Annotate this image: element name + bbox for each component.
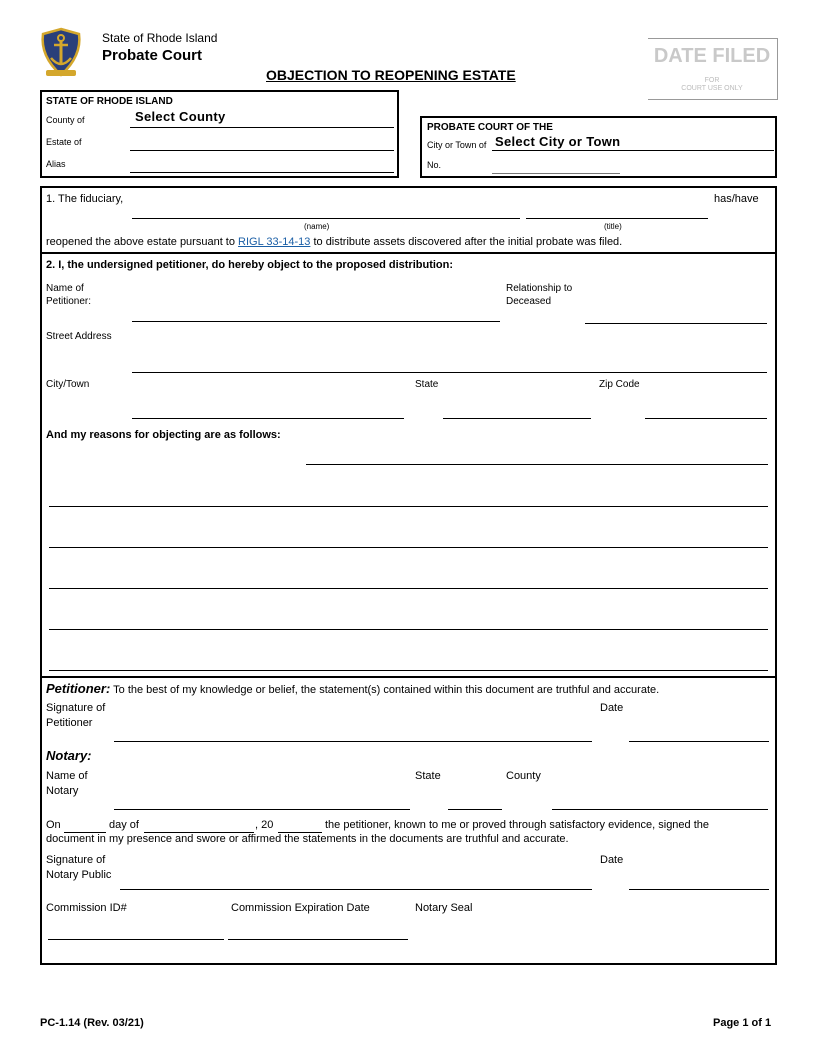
notary-name-label-2: Notary bbox=[46, 785, 79, 797]
relationship-label-1: Relationship to bbox=[506, 283, 573, 294]
probate-court-box bbox=[420, 116, 777, 178]
notary-date-label: Date bbox=[600, 854, 624, 866]
notary-state-label: State bbox=[415, 770, 441, 782]
estate-label: Estate of bbox=[46, 137, 82, 147]
notary-sig-label-1: Signature of bbox=[46, 854, 106, 866]
state-seal-logo bbox=[30, 26, 92, 80]
notary-day-of-label: day of bbox=[109, 819, 139, 831]
objection-heading: 2. I, the undersigned petitioner, do hereby object to the proposed distribution: bbox=[46, 259, 454, 271]
court-use-only-label: COURT USE ONLY bbox=[681, 85, 743, 92]
notary-county-label: County bbox=[506, 770, 541, 782]
court-name: Probate Court bbox=[102, 47, 203, 64]
petitioner-heading: Petitioner: bbox=[46, 681, 111, 696]
relationship-label-2: Deceased bbox=[506, 296, 552, 307]
state-label: State bbox=[415, 379, 439, 390]
notary-month-input[interactable] bbox=[146, 818, 252, 832]
city-label: City or Town of bbox=[427, 140, 487, 150]
notary-name-input[interactable] bbox=[116, 795, 408, 809]
petitioner-sig-label-1: Signature of bbox=[46, 702, 106, 714]
signature-section bbox=[40, 676, 777, 965]
date-filed-label: DATE FILED bbox=[653, 45, 771, 67]
petitioner-name-label-1: Name of bbox=[46, 283, 84, 294]
city-town-label: City/Town bbox=[46, 379, 90, 390]
notary-year-input[interactable] bbox=[280, 818, 320, 832]
county-label: County of bbox=[46, 115, 85, 125]
estate-name-input[interactable] bbox=[132, 136, 394, 150]
fiduciary-title-input[interactable] bbox=[528, 204, 704, 218]
commission-exp-input[interactable] bbox=[230, 925, 406, 939]
notary-signature-input[interactable] bbox=[122, 875, 590, 889]
petitioner-sig-label-2: Petitioner bbox=[46, 717, 93, 729]
state-heading: STATE OF RHODE ISLAND bbox=[46, 96, 173, 107]
notary-date-input[interactable] bbox=[631, 875, 767, 889]
petitioner-name-label-2: Petitioner: bbox=[46, 296, 92, 307]
commission-id-input[interactable] bbox=[50, 925, 222, 939]
notary-seal-label: Notary Seal bbox=[415, 902, 473, 914]
petitioner-date-label: Date bbox=[600, 702, 624, 714]
estate-caption-box bbox=[40, 90, 399, 178]
case-no-label: No. bbox=[427, 160, 442, 170]
state-name: State of Rhode Island bbox=[102, 31, 218, 45]
notary-name-label-1: Name of bbox=[46, 770, 88, 782]
notary-oath-line-1: the petitioner, known to me or proved through satisfactory evidence, signed the bbox=[325, 819, 710, 831]
street-address-input[interactable] bbox=[134, 358, 764, 372]
city-select[interactable]: Select City or Town bbox=[495, 134, 621, 149]
alias-label: Alias bbox=[46, 159, 66, 169]
notary-state-input[interactable] bbox=[450, 795, 500, 809]
commission-id-label: Commission ID# bbox=[46, 902, 127, 914]
section-2-objection bbox=[40, 252, 777, 678]
case-number-input[interactable] bbox=[494, 158, 618, 172]
zip-code-label: Zip Code bbox=[599, 379, 640, 390]
notary-day-input[interactable] bbox=[66, 818, 104, 832]
notary-oath-line-2: document in my presence and swore or affirmed the statements in the documents are truthful and accurate. bbox=[46, 833, 569, 845]
date-filed-stamp-box bbox=[648, 38, 778, 100]
fiduciary-name-input[interactable] bbox=[134, 204, 518, 218]
reasons-textarea[interactable] bbox=[50, 450, 766, 668]
county-select[interactable]: Select County bbox=[135, 109, 226, 124]
notary-heading: Notary: bbox=[46, 748, 92, 763]
zip-code-input[interactable] bbox=[647, 404, 765, 418]
page-title: OBJECTION TO REOPENING ESTATE bbox=[266, 67, 516, 83]
city-town-input[interactable] bbox=[134, 404, 402, 418]
petitioner-statement: Petitioner: To the best of my knowledge or belief, the statement(s) contained within this document are truthful and accurate. bbox=[46, 681, 660, 696]
rigl-link[interactable]: RIGL 33-14-13 bbox=[238, 236, 311, 248]
alias-input[interactable] bbox=[132, 158, 394, 172]
notary-county-input[interactable] bbox=[554, 795, 766, 809]
commission-exp-label: Commission Expiration Date bbox=[231, 902, 370, 914]
notary-year-prefix: , 20 bbox=[255, 819, 274, 831]
notary-sig-label-2: Notary Public bbox=[46, 869, 112, 881]
petitioner-signature-input[interactable] bbox=[116, 727, 590, 741]
section-1-fiduciary bbox=[40, 186, 777, 254]
form-number: PC-1.14 (Rev. 03/21) bbox=[40, 1017, 144, 1029]
petitioner-name-input[interactable] bbox=[134, 306, 498, 320]
page-number: Page 1 of 1 bbox=[713, 1017, 772, 1029]
name-caption: (name) bbox=[304, 222, 330, 231]
reasons-label: And my reasons for objecting are as follows: bbox=[46, 429, 281, 441]
street-address-label: Street Address bbox=[46, 331, 112, 342]
state-input[interactable] bbox=[445, 404, 589, 418]
reopened-statement: reopened the above estate pursuant to RIGL 33-14-13 to distribute assets discovered after the initial probate was filed. bbox=[46, 236, 623, 248]
has-have-label: has/have bbox=[714, 193, 759, 205]
petitioner-date-input[interactable] bbox=[631, 727, 767, 741]
fiduciary-lead: 1. The fiduciary, bbox=[46, 193, 124, 205]
notary-on-label: On bbox=[46, 819, 61, 831]
for-label: FOR bbox=[704, 77, 720, 84]
probate-court-heading: PROBATE COURT OF THE bbox=[427, 122, 553, 133]
title-caption: (title) bbox=[604, 222, 622, 231]
relationship-input[interactable] bbox=[587, 309, 765, 323]
